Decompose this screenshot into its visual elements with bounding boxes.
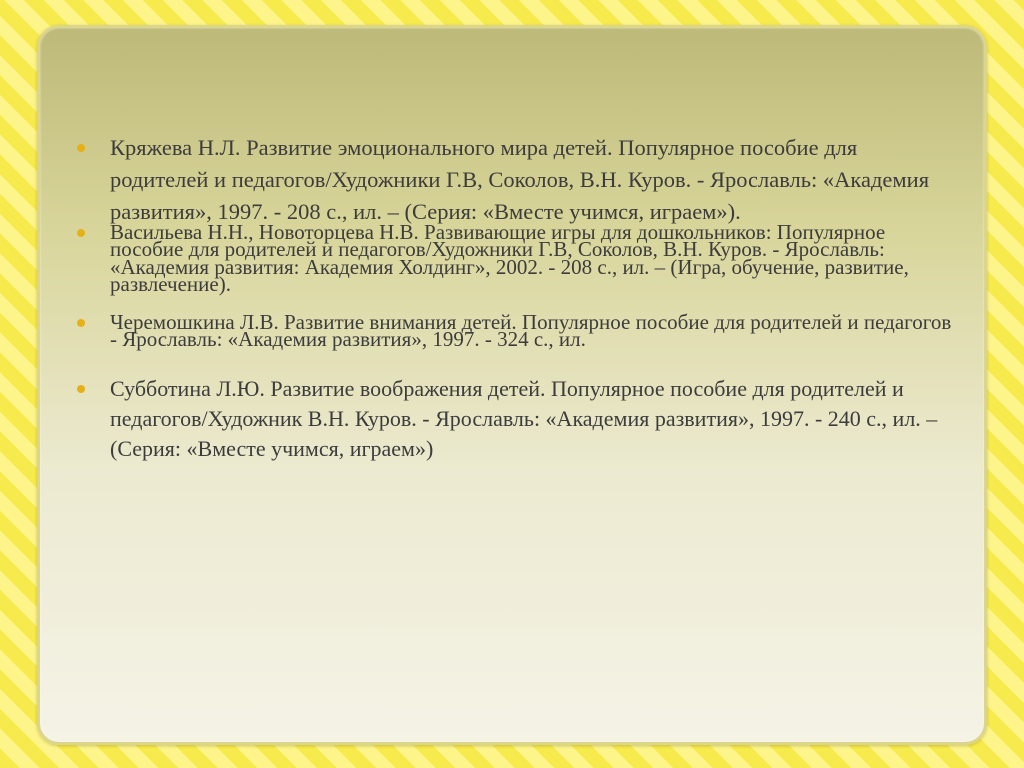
bibliography-entry-text: Кряжева Н.Л. Развитие эмоционального мира детей. Популярное пособие для родителей и педагогов/Художники Г.В, Соколов, В.Н. Куров. - Ярославль: «Академия развития», 1997. - 208 с., ил. – (Серия: «Вместе учимся, играем»). [110, 135, 930, 224]
bullet-dot-icon [77, 229, 85, 237]
list-item [77, 132, 957, 228]
bullet-dot-icon [77, 144, 85, 152]
slide-body [77, 132, 957, 464]
bullet-dot-icon [77, 385, 85, 393]
bibliography-entry-text: Васильева Н.Н., Новоторцева Н.В. Развивающие игры для дошкольников: Популярное пособие для родителей и педагогов/Художники Г.В, Соколов, В.Н. Куров. - Ярославль: «Академия развития: Академия Холдинг», 2002. - 208 с., ил. – (Игра, обучение, развитие, развлечение). [110, 220, 909, 297]
bibliography-entry-text: Черемошкина Л.В. Развитие внимания детей. Популярное пособие для родителей и педагогов - Ярославль: «Академия развития», 1997. - 324 с., ил. [110, 309, 952, 352]
bibliography-list [77, 132, 957, 464]
list-item [77, 374, 957, 464]
bullet-dot-icon [77, 319, 85, 327]
list-item [77, 309, 957, 352]
list-item [77, 220, 957, 297]
bibliography-entry-text: Субботина Л.Ю. Развитие воображения детей. Популярное пособие для родителей и педагогов/Художник В.Н. Куров. - Ярославль: «Академия развития», 1997. - 240 с., ил. – (Серия: «Вместе учимся, играем») [110, 376, 938, 462]
